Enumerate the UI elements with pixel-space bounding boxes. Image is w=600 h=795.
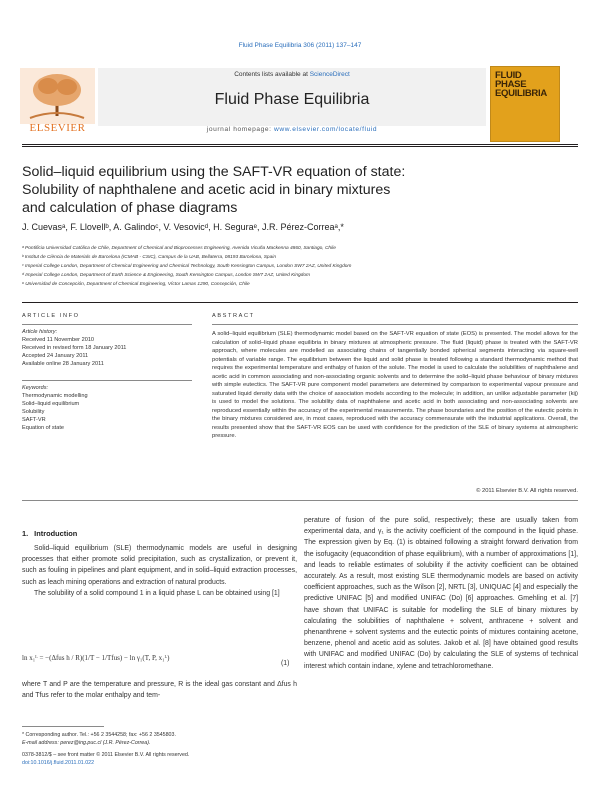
history-accepted: Accepted 24 January 2011 bbox=[22, 353, 89, 359]
keyword-item: Equation of state bbox=[22, 425, 64, 431]
keywords-label: Keywords: bbox=[22, 385, 49, 391]
history-revised: Received in revised form 18 January 2011 bbox=[22, 345, 127, 351]
homepage-prefix: journal homepage: bbox=[206, 126, 275, 133]
equation-1 bbox=[22, 654, 297, 676]
equation-1-text: ln x₁ᴸ = −(Δfus h / R)(1/T − 1/Tfus) − ln γ₁(T, P, x₁ᴸ) bbox=[22, 654, 170, 662]
abstract-bottom-rule bbox=[22, 500, 578, 501]
affiliation-a: ᵃ Pontificia Universidad Católica de Chile, Department of Chemical and Bioprocesses Engineering, Avenida Vicuña Mackenna 4860, Santiago, Chile bbox=[22, 246, 336, 251]
affiliations bbox=[22, 244, 578, 289]
title-line-3: and calculation of phase diagrams bbox=[22, 200, 238, 216]
author-list: J. Cuevasᵃ, F. Llovellᵇ, A. Galindoᶜ, V. Vesovicᵈ, H. Seguraᵉ, J.R. Pérez-Correaᵃ,* bbox=[22, 222, 344, 232]
keyword-item: Solid–liquid equilibrium bbox=[22, 401, 80, 407]
equation-1-number: (1) bbox=[281, 660, 290, 667]
header-divider-2 bbox=[22, 146, 578, 147]
journal-citation: Fluid Phase Equilibria 306 (2011) 137–147 bbox=[238, 42, 362, 49]
elsevier-wordmark: ELSEVIER bbox=[29, 122, 86, 134]
footnote-corresponding: * Corresponding author. Tel.: +56 2 3544258; fax: +56 2 3545803. bbox=[22, 732, 176, 738]
title-line-1: Solid–liquid equilibrium using the SAFT-VR equation of state: bbox=[22, 164, 406, 180]
header-divider bbox=[22, 144, 578, 145]
article-title bbox=[22, 163, 562, 217]
intro-right-paragraph: perature of fusion of the pure solid, respectively; these are usually taken from experimental data, and γ₁ is the activity coefficient of the compound in the liquid phase. The expression given by Eq. (1) is obtained following a straight forward derivation from the isofugacity (equacondition of phase equilibrium), with a number of approximations [1], and leads to reliable estimates of solubility if the activity coefficient can be obtained accurately. As a result, most existing SLE thermodynamic models are based on activity coefficient approaches, such as the Wilson [2], NRTL [3], UNIQUAC [4] and especially the predictive UNIFAC [5] and modified UNIFAC (Do) [6] approaches. Gmehling et al. [7] have shown that UNIFAC is suitable for modelling the SLE of binary mixtures by calculating the solubilities of naphthalene + solvent, anthracene + solvent and phenanthrene + solvent systems and the eutectic points of mixtures containing acetone, benzene, phenol and acetic acid as solutes. Jakob et al. [8] have obtained good results with UNIFAC and modified UNIFAC (Do) by calculating the SLE of systems of technical interest which contain indane, xylene and tetrachloromethane. bbox=[304, 517, 578, 670]
elsevier-tree-logo-icon bbox=[20, 68, 95, 126]
sciencedirect-link[interactable]: ScienceDirect bbox=[309, 71, 350, 78]
doi-link[interactable]: doi:10.1016/j.fluid.2011.01.022 bbox=[22, 760, 95, 766]
homepage-link[interactable]: www.elsevier.com/locate/fluid bbox=[274, 126, 378, 133]
affiliation-d: ᵈ Imperial College London, Department of Earth Science & Engineering, South Kensington Campus, London SW7 2AZ, United Kingdom bbox=[22, 273, 311, 278]
abstract-rule bbox=[212, 324, 578, 325]
article-info-rule bbox=[22, 324, 192, 325]
cover-title-line-1: FLUID PHASE bbox=[495, 70, 527, 90]
front-matter-divider bbox=[22, 302, 578, 303]
footnote-email: E-mail address: perez@ing.puc.cl (J.R. Pérez-Correa). bbox=[22, 740, 151, 746]
section-heading-introduction bbox=[22, 529, 77, 538]
cover-title-line-2: EQUILIBRIA bbox=[495, 88, 547, 99]
intro-paragraph-1: Solid–liquid equilibrium (SLE) thermodynamic models are useful in designing processes that either promote solid precipitation, such as crystallization, or prevent it, such as fouling in pipelines and plant equipment, and in solid–liquid extraction processes, such as leach mining operations and extraction of natural products. bbox=[22, 545, 297, 586]
keyword-item: Solubility bbox=[22, 409, 45, 415]
intro-paragraph-2: The solubility of a solid compound 1 in a liquid phase L can be obtained using [1] bbox=[34, 589, 280, 597]
footnotes bbox=[22, 731, 297, 747]
abstract-heading: ABSTRACT bbox=[212, 313, 255, 319]
keyword-item: Thermodynamic modelling bbox=[22, 393, 88, 399]
journal-cover bbox=[490, 66, 560, 142]
contents-prefix: Contents lists available at bbox=[234, 71, 310, 78]
article-info-heading: ARTICLE INFO bbox=[22, 313, 80, 319]
keywords-block bbox=[22, 384, 192, 432]
affiliation-b: ᵇ Institut de Ciència de Materials de Barcelona (ICMAB - CSIC), Campus de la UAB, Bellaterra, 08193 Barcelona, Spain bbox=[22, 255, 276, 260]
intro-right-column bbox=[304, 515, 578, 672]
affiliation-c: ᶜ Imperial College London, Department of Chemical Engineering and Chemical Technology, South Kensington Campus, London SW7 2AZ, United Kingdom bbox=[22, 264, 352, 269]
contents-line bbox=[98, 71, 486, 78]
section-title: Introduction bbox=[34, 529, 78, 538]
copyright-notice: © 2011 Elsevier B.V. All rights reserved. bbox=[476, 488, 578, 494]
section-number: 1. bbox=[22, 529, 29, 538]
intro-left-column bbox=[22, 543, 297, 599]
history-received: Received 11 November 2010 bbox=[22, 337, 95, 343]
footnote-rule bbox=[22, 726, 104, 727]
abstract-text: A solid–liquid equilibrium (SLE) thermodynamic model based on the SAFT-VR equation of state (EOS) is presented. The model allows for the calculation of solid–liquid phase equilibria in binary mixtures at atmospheric pressure. The fluid (liquid) phase is treated with the SAFT-VR approach, where molecules are modelled as associating chains of tangentially bonded spherical segments interacting via square-well potentials of variable range. The equilibrium between the liquid and solid phase is treated following a standard thermodynamic method that requires the experimental temperature and enthalpy of fusion of the solute. The model is used to calculate the solubilities of naphthalene and acetic acid in common associating and non-associating organic solvents and to determine the solid–liquid phase behaviour of binary mixtures with simple eutectics. The SAFT-VR pure component model parameters are determined by comparison to experimental vapour pressure and saturated liquid density data with the choice of association models according to the molecule; in addition, an unlike adjustable parameter (kij) is used to model the solutions. The solubility data of naphthalene and acetic acid in both associating and non-associating solvents are reproduced essentially within the accuracy of the experimental measurements. The phase boundaries and the position of the eutectic points in the binary mixtures considered are, in most cases, reproduced with the accuracy commensurate with the industrial applications. Overall, the results presented show that the SAFT-VR EOS can be used with confidence for the prediction of the SLE of binary systems at atmospheric pressure. bbox=[212, 331, 578, 439]
history-label: Article history: bbox=[22, 329, 58, 335]
keywords-rule bbox=[22, 380, 192, 381]
publication-info bbox=[22, 751, 297, 767]
issn-line: 0378-3812/$ – see front matter © 2011 Elsevier B.V. All rights reserved. bbox=[22, 752, 190, 758]
journal-title: Fluid Phase Equilibria bbox=[214, 91, 370, 108]
history-online: Available online 28 January 2011 bbox=[22, 361, 104, 367]
intro-paragraph-3: where T and P are the temperature and pressure, R is the ideal gas constant and Δfus h and Tfus refer to the molar enthalpy and tem- bbox=[22, 681, 297, 700]
article-history bbox=[22, 328, 192, 368]
keyword-item: SAFT-VR bbox=[22, 417, 46, 423]
title-line-2: Solubility of naphthalene and acetic acid in binary mixtures bbox=[22, 182, 391, 198]
journal-homepage bbox=[98, 126, 486, 133]
affiliation-e: ᵉ Universidad de Concepción, Department of Chemical Engineering, Víctor Lamas 1290, Concepción, Chile bbox=[22, 282, 250, 287]
